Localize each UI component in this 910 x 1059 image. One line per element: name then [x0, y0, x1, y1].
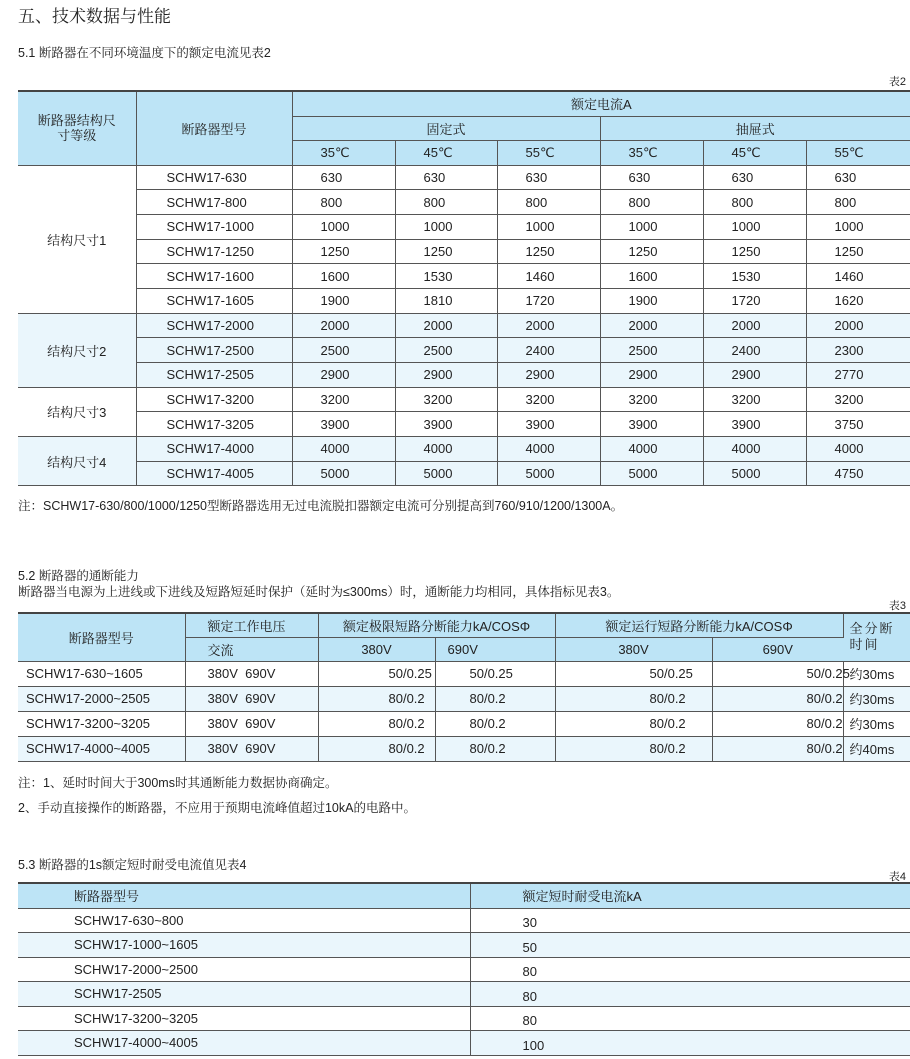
s2-note2: 2、手动直接操作的断路器，不应用于预期电流峰值超过10kA的电路中。 — [18, 801, 416, 815]
model-cell: SCHW17-2505 — [136, 363, 292, 388]
current-cell: 1000 — [497, 214, 600, 239]
current-cell: 4000 — [703, 437, 806, 462]
current-cell: 1000 — [806, 214, 910, 239]
current-cell: 3900 — [600, 412, 703, 437]
current-cell: 3900 — [292, 412, 395, 437]
current-cell: 2770 — [806, 363, 910, 388]
current-cell: 2500 — [600, 338, 703, 363]
header-ics-690: 690V — [712, 637, 843, 661]
header-model: 断路器型号 — [18, 613, 185, 661]
model-cell: SCHW17-630 — [136, 165, 292, 190]
struct-size-group: 结构尺寸2 — [18, 313, 136, 387]
current-cell: 3900 — [395, 412, 497, 437]
header-ics: 额定运行短路分断能力kA/COSΦ — [555, 613, 843, 637]
model-cell: SCHW17-4000~4005 — [18, 736, 185, 761]
s2-heading: 5.2 断路器的通断能力 — [18, 569, 139, 583]
current-cell: 5000 — [497, 461, 600, 486]
voltage-cell: 380V 690V — [185, 686, 318, 711]
s2-note1: 注：1、延时时间大于300ms时其通断能力数据协商确定。 — [18, 776, 338, 790]
model-cell: SCHW17-1250 — [136, 239, 292, 264]
current-cell: 1720 — [497, 288, 600, 313]
model-cell: SCHW17-4000 — [136, 437, 292, 462]
model-cell: SCHW17-3200 — [136, 387, 292, 412]
current-cell: 4000 — [395, 437, 497, 462]
current-cell: 2900 — [395, 363, 497, 388]
current-cell: 1000 — [703, 214, 806, 239]
current-cell: 4000 — [600, 437, 703, 462]
header-icu: 额定极限短路分断能力kA/COSΦ — [318, 613, 555, 637]
s3-heading: 5.3 断路器的1s额定短时耐受电流值见表4 — [18, 858, 247, 872]
current-cell: 2500 — [292, 338, 395, 363]
current-cell: 3750 — [806, 412, 910, 437]
table-row — [18, 214, 910, 239]
header-fixed: 固定式 — [292, 116, 600, 140]
model-cell: SCHW17-630~800 — [18, 908, 470, 933]
table-row — [18, 661, 910, 686]
section-title: 五、技术数据与性能 — [18, 7, 171, 26]
icu-690-cell: 80/0.2 — [435, 711, 555, 736]
table-row — [18, 461, 910, 486]
current-cell: 3200 — [703, 387, 806, 412]
header-struct: 断路器结构尺寸等级 — [18, 91, 136, 165]
current-cell: 800 — [806, 190, 910, 215]
s2-desc: 断路器当电源为上进线或下进线及短路短延时保护（延时为≤300ms）时，通断能力均相同，具体指标见表3。 — [18, 585, 620, 599]
short-time-current-table — [18, 882, 910, 1056]
table4-label: 表4 — [888, 871, 906, 883]
ics-380-cell: 80/0.2 — [555, 686, 712, 711]
current-cell: 5000 — [600, 461, 703, 486]
current-cell: 800 — [497, 190, 600, 215]
current-cell: 4000 — [806, 437, 910, 462]
current-cell: 1250 — [806, 239, 910, 264]
current-cell: 1900 — [292, 288, 395, 313]
current-cell: 2300 — [806, 338, 910, 363]
model-cell: SCHW17-3200~3205 — [18, 711, 185, 736]
current-cell: 800 — [600, 190, 703, 215]
header-voltage: 额定工作电压 — [185, 613, 318, 637]
current-cell: 800 — [703, 190, 806, 215]
header-drawout: 抽屉式 — [600, 116, 910, 140]
current-cell: 2000 — [806, 313, 910, 338]
ics-690-cell: 80/0.2 — [712, 686, 843, 711]
current-cell: 1600 — [292, 264, 395, 289]
table-row — [18, 908, 910, 933]
time-cell: 约30ms — [843, 686, 910, 711]
voltage-cell: 380V 690V — [185, 711, 318, 736]
current-cell: 80 — [470, 957, 910, 982]
ics-380-cell: 80/0.2 — [555, 736, 712, 761]
table-row — [18, 437, 910, 462]
model-cell: SCHW17-1000 — [136, 214, 292, 239]
table-row — [18, 387, 910, 412]
current-cell: 630 — [497, 165, 600, 190]
current-cell: 100 — [470, 1031, 910, 1056]
current-cell: 1250 — [395, 239, 497, 264]
model-cell: SCHW17-2000~2500 — [18, 957, 470, 982]
current-cell: 1250 — [497, 239, 600, 264]
current-cell: 5000 — [395, 461, 497, 486]
current-cell: 50 — [470, 933, 910, 958]
current-cell: 1460 — [806, 264, 910, 289]
current-cell: 1720 — [703, 288, 806, 313]
current-cell: 1250 — [703, 239, 806, 264]
current-cell: 1000 — [395, 214, 497, 239]
current-cell: 2000 — [600, 313, 703, 338]
current-cell: 3200 — [395, 387, 497, 412]
current-cell: 630 — [806, 165, 910, 190]
time-cell: 约40ms — [843, 736, 910, 761]
current-cell: 2900 — [497, 363, 600, 388]
current-cell: 2000 — [703, 313, 806, 338]
header-temp: 55℃ — [497, 140, 600, 165]
table-row — [18, 686, 910, 711]
table-row — [18, 363, 910, 388]
struct-size-group: 结构尺寸1 — [18, 165, 136, 313]
current-cell: 1530 — [395, 264, 497, 289]
current-cell: 2900 — [600, 363, 703, 388]
s1-note: 注：SCHW17-630/800/1000/1250型断路器选用无过电流脱扣器额定电流可分别提高到760/910/1200/1300A。 — [18, 499, 624, 513]
header-rated: 额定电流A — [292, 91, 910, 116]
current-cell: 3900 — [703, 412, 806, 437]
current-cell: 1250 — [292, 239, 395, 264]
current-cell: 4750 — [806, 461, 910, 486]
header-temp: 45℃ — [395, 140, 497, 165]
model-cell: SCHW17-3205 — [136, 412, 292, 437]
table-row — [18, 1006, 910, 1031]
header-model: 断路器型号 — [18, 883, 470, 908]
icu-380-cell: 80/0.2 — [318, 711, 435, 736]
current-cell: 2500 — [395, 338, 497, 363]
table-row — [18, 288, 910, 313]
voltage-cell: 380V 690V — [185, 736, 318, 761]
icu-690-cell: 80/0.2 — [435, 686, 555, 711]
table-row — [18, 736, 910, 761]
current-cell: 4000 — [497, 437, 600, 462]
current-cell: 1530 — [703, 264, 806, 289]
current-cell: 630 — [292, 165, 395, 190]
icu-380-cell: 80/0.2 — [318, 736, 435, 761]
table-row — [18, 1031, 910, 1056]
icu-690-cell: 50/0.25 — [435, 661, 555, 686]
model-cell: SCHW17-2505 — [18, 982, 470, 1007]
header-temp: 55℃ — [806, 140, 910, 165]
table-row — [18, 313, 910, 338]
current-cell: 3200 — [600, 387, 703, 412]
model-cell: SCHW17-1000~1605 — [18, 933, 470, 958]
header-temp: 35℃ — [600, 140, 703, 165]
current-cell: 3200 — [292, 387, 395, 412]
header-current: 额定短时耐受电流kA — [470, 883, 910, 908]
model-cell: SCHW17-1605 — [136, 288, 292, 313]
current-cell: 3200 — [497, 387, 600, 412]
table-row — [18, 338, 910, 363]
current-cell: 80 — [470, 1006, 910, 1031]
current-cell: 5000 — [703, 461, 806, 486]
model-cell: SCHW17-2000~2505 — [18, 686, 185, 711]
current-cell: 2400 — [497, 338, 600, 363]
table3-label: 表3 — [888, 600, 906, 612]
header-icu-380: 380V — [318, 637, 435, 661]
current-cell: 2900 — [292, 363, 395, 388]
voltage-cell: 380V 690V — [185, 661, 318, 686]
breaking-capacity-table — [18, 612, 910, 762]
header-temp: 45℃ — [703, 140, 806, 165]
table-row — [18, 264, 910, 289]
rated-current-table — [18, 90, 910, 486]
table-row — [18, 711, 910, 736]
icu-380-cell: 50/0.25 — [318, 661, 435, 686]
icu-380-cell: 80/0.2 — [318, 686, 435, 711]
table-row — [18, 165, 910, 190]
current-cell: 800 — [292, 190, 395, 215]
ics-690-cell: 80/0.2 — [712, 711, 843, 736]
current-cell: 1900 — [600, 288, 703, 313]
current-cell: 3200 — [806, 387, 910, 412]
table-row — [18, 239, 910, 264]
current-cell: 30 — [470, 908, 910, 933]
current-cell: 2900 — [703, 363, 806, 388]
header-time: 全分断时间 — [843, 613, 910, 661]
model-cell: SCHW17-630~1605 — [18, 661, 185, 686]
current-cell: 1000 — [292, 214, 395, 239]
time-cell: 约30ms — [843, 661, 910, 686]
time-cell: 约30ms — [843, 711, 910, 736]
current-cell: 1250 — [600, 239, 703, 264]
table-row — [18, 957, 910, 982]
header-temp: 35℃ — [292, 140, 395, 165]
ics-690-cell: 50/0.25 — [712, 661, 843, 686]
current-cell: 630 — [600, 165, 703, 190]
model-cell: SCHW17-2000 — [136, 313, 292, 338]
current-cell: 4000 — [292, 437, 395, 462]
table-row — [18, 190, 910, 215]
ics-380-cell: 50/0.25 — [555, 661, 712, 686]
model-cell: SCHW17-4005 — [136, 461, 292, 486]
icu-690-cell: 80/0.2 — [435, 736, 555, 761]
struct-size-group: 结构尺寸3 — [18, 387, 136, 436]
current-cell: 80 — [470, 982, 910, 1007]
current-cell: 3900 — [497, 412, 600, 437]
current-cell: 1000 — [600, 214, 703, 239]
table-row — [18, 933, 910, 958]
model-cell: SCHW17-4000~4005 — [18, 1031, 470, 1056]
model-cell: SCHW17-1600 — [136, 264, 292, 289]
current-cell: 2000 — [292, 313, 395, 338]
header-model: 断路器型号 — [136, 91, 292, 165]
current-cell: 2000 — [497, 313, 600, 338]
model-cell: SCHW17-2500 — [136, 338, 292, 363]
current-cell: 2400 — [703, 338, 806, 363]
struct-size-group: 结构尺寸4 — [18, 437, 136, 486]
current-cell: 1460 — [497, 264, 600, 289]
current-cell: 630 — [703, 165, 806, 190]
current-cell: 630 — [395, 165, 497, 190]
current-cell: 1810 — [395, 288, 497, 313]
header-icu-690: 690V — [435, 637, 555, 661]
current-cell: 1620 — [806, 288, 910, 313]
ics-380-cell: 80/0.2 — [555, 711, 712, 736]
model-cell: SCHW17-800 — [136, 190, 292, 215]
table2-label: 表2 — [888, 76, 906, 88]
header-ac: 交流 — [185, 637, 318, 661]
current-cell: 1600 — [600, 264, 703, 289]
current-cell: 800 — [395, 190, 497, 215]
s1-heading: 5.1 断路器在不同环境温度下的额定电流见表2 — [18, 46, 271, 60]
current-cell: 2000 — [395, 313, 497, 338]
model-cell: SCHW17-3200~3205 — [18, 1006, 470, 1031]
table-row — [18, 982, 910, 1007]
current-cell: 5000 — [292, 461, 395, 486]
header-ics-380: 380V — [555, 637, 712, 661]
ics-690-cell: 80/0.2 — [712, 736, 843, 761]
table-row — [18, 412, 910, 437]
